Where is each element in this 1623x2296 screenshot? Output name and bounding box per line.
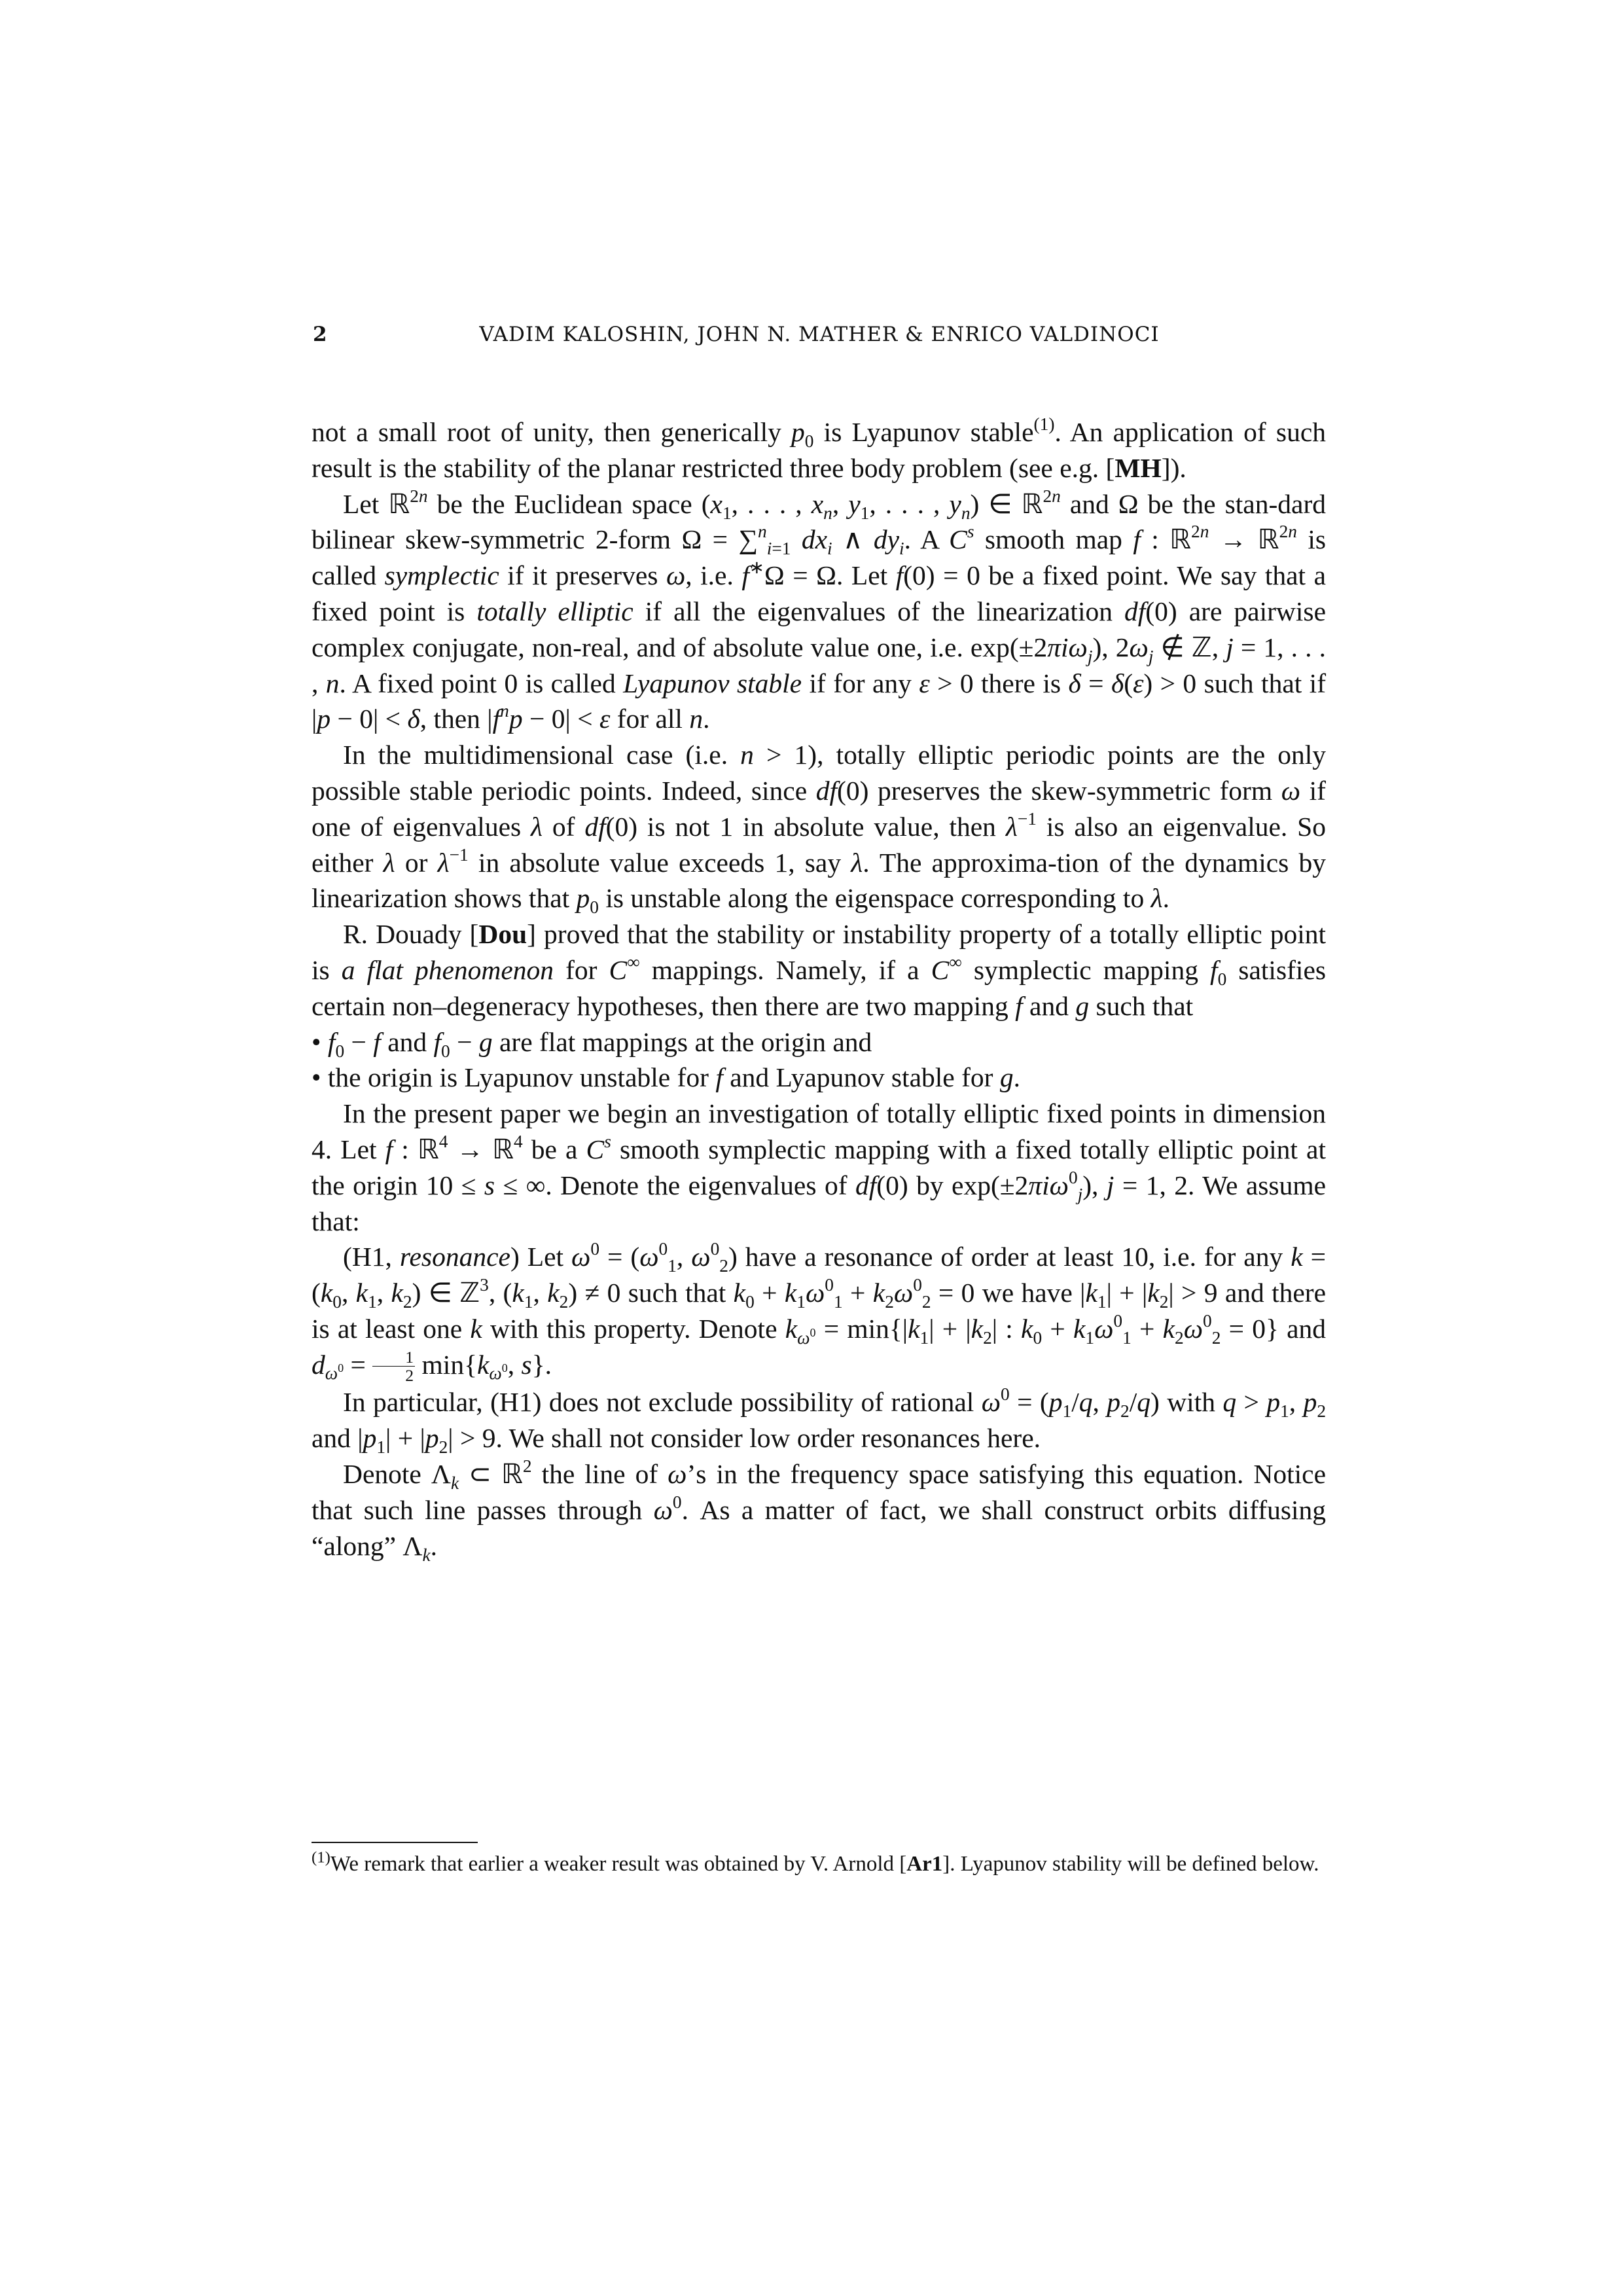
bullet-item-flat: • $f_0 - f$ and $f_0 - g$ are flat mappings at the origin and xyxy=(312,1026,872,1061)
paragraph-h1-resonance: (H1, resonance) Let $\omega^0 = (\omega^0_1$, $\omega^0_2$) have a resonance of order at least 10, i.e. for any $k = (k_0$, $k_1$, $k_2$) ∈ ℤ$^3$, ($k_1$, $k_2) \ne 0$ such that $k_0 + k_1\omega^0_1 + k_2\omega^0_2 = 0$ we have $|k_1| + |k_2| > 9$ and there is at least one k with this property. Denote $k_{\omega^0} = \min\{|k_1| + |k_2|$ : $k_0 + k_1\omega^0_1 + k_2\omega^0_2 = 0$} and $d_{\omega^0}$ = $\frac{1}{2}$ $\min\{k_{\omega^0}$, s}. xyxy=(312,1239,1327,1386)
footnote-marker: (1) xyxy=(312,1848,330,1867)
footnote-text-a: We remark that earlier a weaker result was obtained by V. Arnold [ xyxy=(330,1852,907,1876)
ref-mh[interactable]: MH xyxy=(1115,452,1162,483)
term-resonance: resonance xyxy=(399,1242,510,1272)
body-text xyxy=(312,414,1326,1564)
paragraph-lambda-k: Denote $\Lambda_k$ ⊂ ℝ$^2$ the line of ω’s in the frequency space satisfying this equation. Notice that such line passes through $\omega^0$. As a matter of fact, we shall construct orbits diffusing “along” $\Lambda_k$. xyxy=(312,1456,1327,1565)
bullet-item-origin: • the origin is Lyapunov unstable for f and Lyapunov stable for g. xyxy=(312,1062,1020,1093)
ref-dou[interactable]: Dou xyxy=(478,919,527,950)
term-symplectic: symplectic xyxy=(384,560,499,591)
term-lyapunov-stable: Lyapunov stable xyxy=(623,668,802,698)
page-number: 2 xyxy=(313,323,328,346)
term-flat-phenomenon: a flat phenomenon xyxy=(341,954,554,985)
paragraph-intro: not a small root of unity, then generically $p_0$ is Lyapunov stable$^{(1)}$. An application of such result is the stability of the planar restricted three body problem (see e.g. [MH]). xyxy=(312,414,1327,483)
term-totally-elliptic: totally elliptic xyxy=(476,596,633,626)
footnote-rule xyxy=(312,1842,478,1843)
paragraph-present-paper: In the present paper we begin an investigation of totally elliptic fixed points in dimension 4. Let f : ℝ$^4$ → ℝ$^4$ be a $C^s$ smooth symplectic mapping with a fixed totally elliptic point at the origin 10 ≤ s ≤ ∞. Denote the eigenvalues of df(0) by exp(±2πiω$^0_j$), j = 1, 2. We assume that: xyxy=(312,1098,1327,1236)
paragraph-multidimensional: In the multidimensional case (i.e. n > 1), totally elliptic periodic points are the only possible stable periodic points. Indeed, since df(0) preserves the skew-symmetric form ω if one of eigenvalues λ of df(0) is not 1 in absolute value, then $\lambda^{-1}$ is also an eigenvalue. So either λ or $\lambda^{-1}$ in absolute value exceeds 1, say λ. The approxima-tion of the dynamics by linearization shows that $p_0$ is unstable along the eigenspace corresponding to λ. xyxy=(312,740,1327,918)
footnote xyxy=(312,1850,1326,1878)
paragraph-definitions: Let ℝ$^{2n}$ be the Euclidean space ($x_1$, . . . , $x_n$, $y_1$, . . . , $y_n$) ∈ ℝ$^{2n}$ and Ω be the stan-dard bilinear skew-symmetric 2-form Ω = ∑$^n_{i=1}$ $dx_i$ ∧ $dy_i$. A $C^s$ smooth map f : ℝ$^{2n}$ → ℝ$^{2n}$ is called symplectic if it preserves ω, i.e. f∗Ω = Ω. Let f(0) = 0 be a fixed point. We say that a fixed point is totally elliptic if all the eigenvalues of the linearization df(0) are pairwise complex conjugate, non-real, and of absolute value one, i.e. exp(±2πiω$_j$), $2\omega_j$ ∉ ℤ, j = 1, . . . , n. A fixed point 0 is called Lyapunov stable if for any ε > 0 there is δ = δ(ε) > 0 such that if |p − 0| < δ, then $|f^np - 0| < \varepsilon$ for all n. xyxy=(312,486,1327,734)
page-header xyxy=(313,323,1326,355)
footnote-text-b: ]. Lyapunov stability will be defined below. xyxy=(942,1852,1319,1876)
ref-ar1[interactable]: Ar1 xyxy=(906,1852,943,1876)
paragraph-douady: R. Douady [Dou] proved that the stability or instability property of a totally elliptic point is a flat phenomenon for C∞ mappings. Namely, if a C∞ symplectic mapping $f_0$ satisfies certain non–degeneracy hypotheses, then there are two mapping f and g such that xyxy=(312,919,1327,1021)
running-title: VADIM KALOSHIN, JOHN N. MATHER & ENRICO VALDINOCI xyxy=(479,323,1160,346)
paragraph-rational: In particular, (H1) does not exclude possibility of rational $\omega^0 = (p_1/q$, $p_2/q$) with $q > p_1$, $p_2$ and $|p_1| + |p_2| > 9$. We shall not consider low order resonances here. xyxy=(312,1384,1327,1457)
